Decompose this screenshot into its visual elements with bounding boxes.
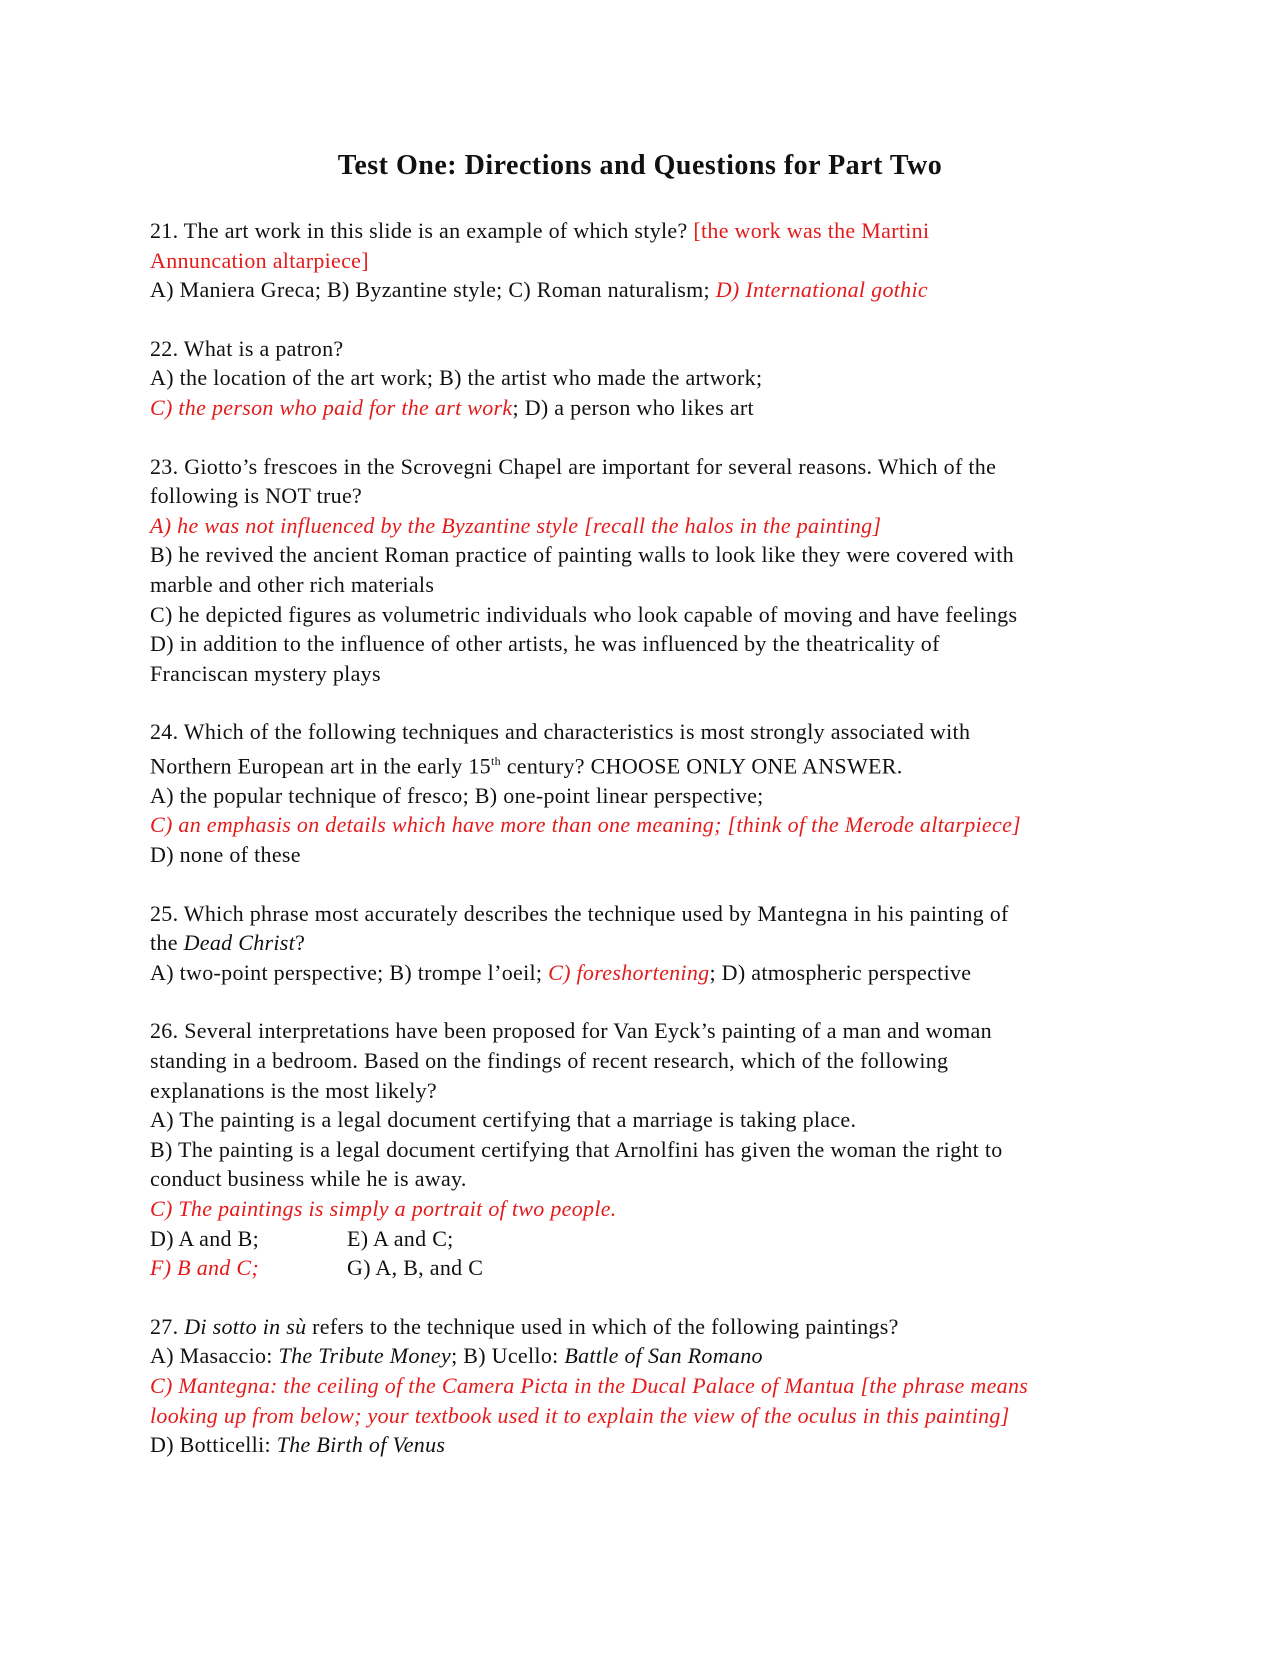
artwork-title: The Birth of Venus xyxy=(276,1432,446,1458)
option-a: A) The painting is a legal document certifying that a marriage is taking place. xyxy=(150,1107,857,1133)
answer-options: ; D) atmospheric perspective xyxy=(709,959,972,985)
answer-options: A) two-point perspective; B) trompe l’oeil; xyxy=(150,959,549,985)
answer-options: A) the location of the art work; B) the artist who made the artwork; xyxy=(150,365,763,391)
combo-options xyxy=(150,1224,1160,1283)
answer-options: ; D) a person who likes art xyxy=(512,394,754,420)
question-stem: 21. The art work in this slide is an example of which style? xyxy=(150,218,688,243)
correct-answer: C) The paintings is simply a portrait of two people. xyxy=(150,1195,617,1221)
option-e: E) A and C; xyxy=(347,1225,454,1251)
option-d: D) in addition to the influence of other artists, he was influenced by the theatricality of xyxy=(150,631,940,657)
artwork-title: Battle of San Romano xyxy=(564,1343,763,1369)
question-23 xyxy=(150,452,1160,689)
question-stem: the xyxy=(150,930,184,956)
correct-answer: A) he was not influenced by the Byzantine style [recall the halos in the painting] xyxy=(150,512,882,538)
question-stem: century? CHOOSE ONLY ONE ANSWER. xyxy=(500,753,903,779)
question-21 xyxy=(150,216,1160,305)
answer-note: Annuncation altarpiece] xyxy=(150,247,369,273)
option-d: D) A and B; xyxy=(150,1225,260,1251)
question-stem: standing in a bedroom. Based on the findings of recent research, which of the following xyxy=(150,1047,949,1073)
question-stem: 23. Giotto’s frescoes in the Scrovegni Chapel are important for several reasons. Which of the xyxy=(150,453,997,479)
question-stem: following is NOT true? xyxy=(150,483,363,509)
option-d: D) none of these xyxy=(150,842,301,868)
artwork-title: The Tribute Money xyxy=(278,1343,452,1369)
technique-term: Di sotto in sù xyxy=(184,1313,307,1339)
option-g: G) A, B, and C xyxy=(347,1255,484,1281)
page-title: Test One: Directions and Questions for Part Two xyxy=(337,150,943,181)
correct-answer: D) International gothic xyxy=(715,277,928,303)
question-27 xyxy=(150,1312,1160,1460)
question-stem: explanations is the most likely? xyxy=(150,1077,437,1103)
option-d: D) Botticelli: xyxy=(150,1432,277,1458)
option-c: C) he depicted figures as volumetric individuals who look capable of moving and have feelings xyxy=(150,601,1018,627)
question-stem: 24. Which of the following techniques and characteristics is most strongly associated with xyxy=(150,719,971,745)
option-b: marble and other rich materials xyxy=(150,571,435,597)
question-stem: 26. Several interpretations have been proposed for Van Eyck’s painting of a man and woman xyxy=(150,1018,992,1044)
option-d: Franciscan mystery plays xyxy=(150,660,381,686)
option-b: B) he revived the ancient Roman practice of painting walls to look like they were covered with xyxy=(150,542,1014,568)
questions-body xyxy=(150,216,1160,1489)
option-b: B) The painting is a legal document certifying that Arnolfini has given the woman the right to xyxy=(150,1136,1003,1162)
question-26 xyxy=(150,1016,1160,1282)
question-25 xyxy=(150,899,1160,988)
question-stem: Northern European art in the early 15 xyxy=(150,753,491,779)
correct-answer: C) an emphasis on details which have more than one meaning; [think of the Merode altarpiece] xyxy=(150,812,1021,838)
question-22 xyxy=(150,334,1160,423)
question-number: 27. xyxy=(150,1313,185,1339)
answer-note: [the work was the Martini xyxy=(693,218,930,243)
superscript: th xyxy=(490,753,501,768)
correct-answer: looking up from below; your textbook used it to explain the view of the oculus in this painting] xyxy=(150,1402,1010,1428)
option-b: conduct business while he is away. xyxy=(150,1166,467,1192)
question-stem: 22. What is a patron? xyxy=(150,335,344,361)
option-a: A) Masaccio: xyxy=(150,1343,279,1369)
correct-answer: C) the person who paid for the art work xyxy=(150,394,513,420)
answer-options: A) the popular technique of fresco; B) one-point linear perspective; xyxy=(150,782,764,808)
option-b: ; B) Ucello: xyxy=(451,1343,565,1369)
question-24 xyxy=(150,717,1160,869)
artwork-title: Dead Christ xyxy=(183,930,296,956)
correct-answer: C) foreshortening xyxy=(548,959,710,985)
question-stem: refers to the technique used in which of the following paintings? xyxy=(306,1313,899,1339)
question-stem: ? xyxy=(295,930,306,956)
question-stem: 25. Which phrase most accurately describes the technique used by Mantegna in his painting of xyxy=(150,900,1009,926)
answer-options: A) Maniera Greca; B) Byzantine style; C) Roman naturalism; xyxy=(150,277,710,303)
correct-answer: F) B and C; xyxy=(150,1255,260,1281)
correct-answer: C) Mantegna: the ceiling of the Camera Picta in the Ducal Palace of Mantua [the phrase means xyxy=(150,1372,1029,1398)
